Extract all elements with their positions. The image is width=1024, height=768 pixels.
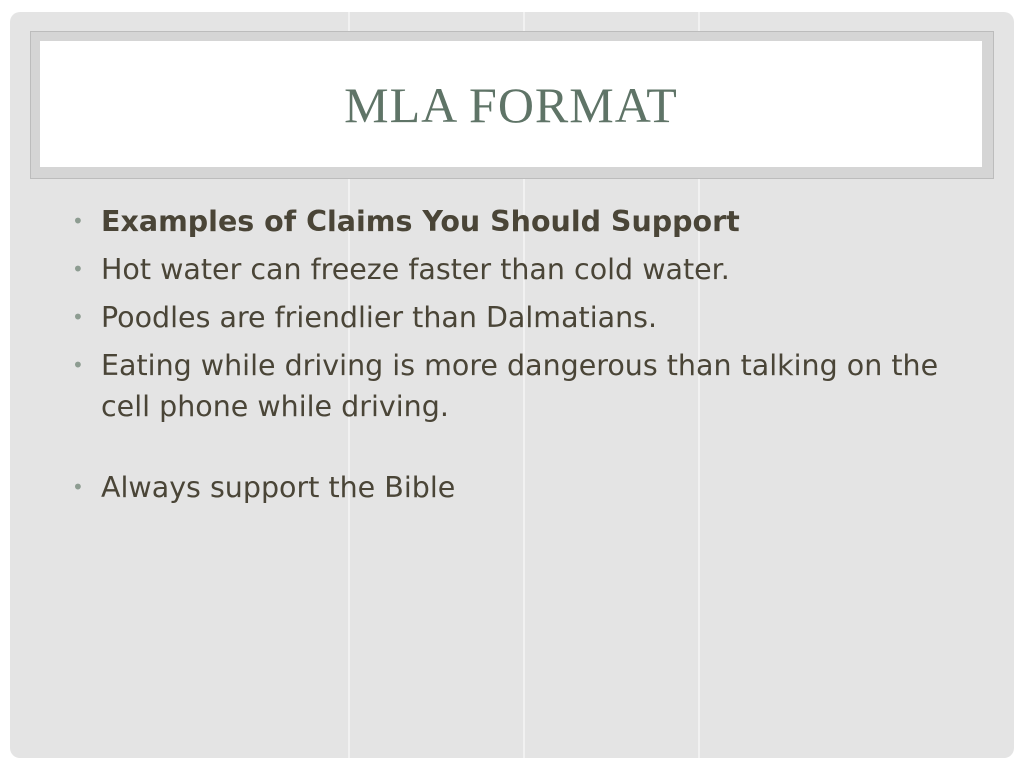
bullet-text: Always support the Bible: [101, 471, 456, 504]
bullet-text: Eating while driving is more dangerous than talking on the cell phone while driving.: [101, 349, 939, 423]
bullet-item: [72, 249, 952, 290]
slide-title: MLA FORMAT: [344, 77, 678, 133]
bullet-icon: •: [72, 257, 84, 281]
title-box: [40, 41, 982, 167]
slide: [10, 12, 1014, 758]
bullet-icon: •: [72, 475, 84, 499]
bullet-item: [72, 345, 952, 427]
bullet-icon: •: [72, 209, 84, 233]
bullet-text: Poodles are friendlier than Dalmatians.: [101, 301, 658, 334]
bullet-text: Hot water can freeze faster than cold water.: [101, 253, 730, 286]
bullet-item: [72, 467, 952, 508]
bullet-item: [72, 297, 952, 338]
bullet-icon: •: [72, 353, 84, 377]
bullet-text: Examples of Claims You Should Support: [101, 205, 740, 238]
bullet-icon: •: [72, 305, 84, 329]
bullet-list: [72, 201, 952, 515]
bullet-item: [72, 201, 952, 242]
